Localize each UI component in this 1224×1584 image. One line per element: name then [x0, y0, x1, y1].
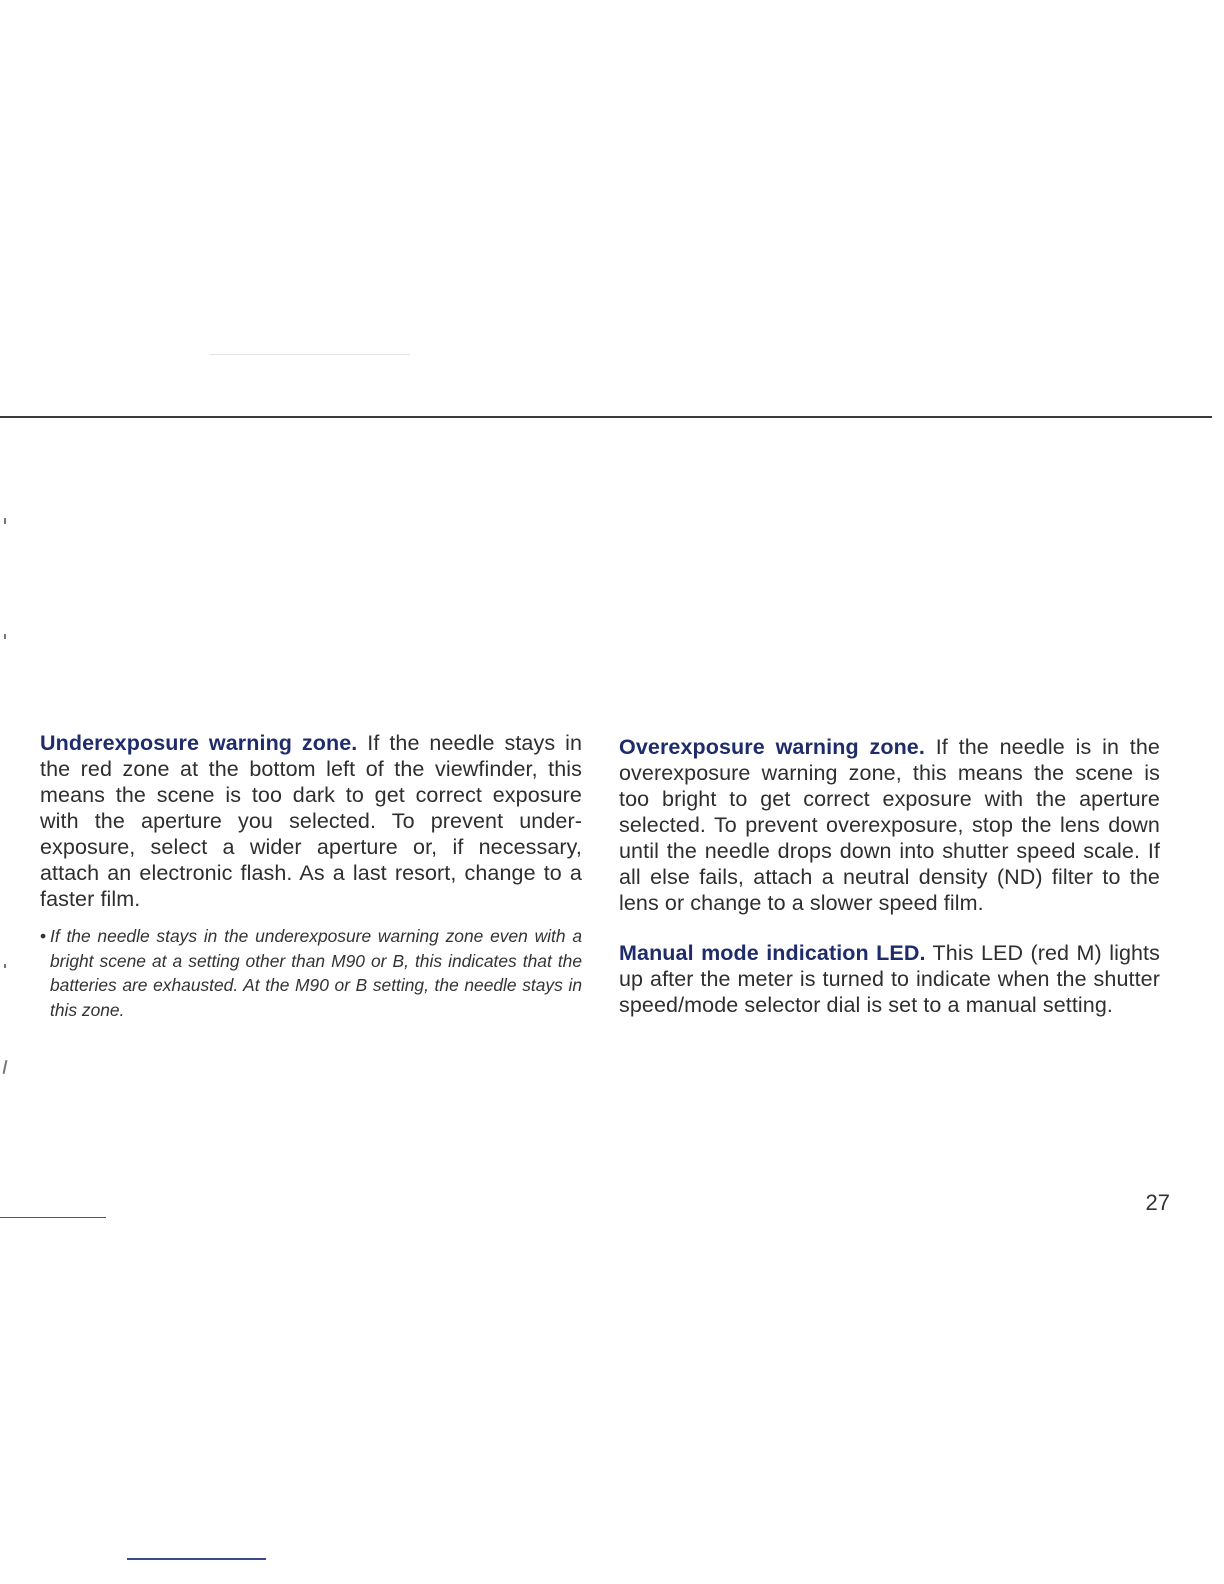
overexposure-paragraph	[619, 734, 1160, 916]
overexposure-heading: Overexposure warning zone.	[619, 735, 925, 759]
faint-rule	[210, 354, 410, 355]
edge-mark	[4, 518, 6, 524]
battery-note	[40, 924, 582, 1022]
underexposure-heading: Underexposure warning zone.	[40, 731, 358, 755]
manual-led-body: This LED (red M) lights up after the meter is turned to indicate when the shutter speed/mode selector dial is set to a manual setting.	[619, 941, 1160, 1017]
left-column	[40, 730, 582, 1022]
top-divider	[0, 416, 1212, 418]
right-column	[619, 734, 1160, 1018]
page-number: 27	[1145, 1190, 1170, 1215]
manual-led-paragraph	[619, 940, 1160, 1018]
overexposure-body: If the needle is in the overexposure warning zone, this means the scene is too bright to get correct exposure with the aperture selected. To prevent overexposure, stop the lens down until the needle drops down into shutter speed scale. If all else fails, attach a neutral density (ND) filter to the lens or change to a slower speed film.	[619, 735, 1160, 915]
edge-mark	[3, 1060, 8, 1074]
footer-rule	[127, 1558, 266, 1560]
note-bullet: •	[40, 926, 47, 946]
manual-led-heading: Manual mode indication LED.	[619, 941, 926, 965]
note-text: If the needle stays in the underexposure warning zone even with a bright scene at a setting other than M90 or B, this indicates that the batteries are exhausted. At the M90 or B setting, the needle stays in this zone.	[50, 926, 582, 1020]
edge-mark	[4, 964, 6, 968]
bottom-left-divider	[0, 1217, 106, 1218]
underexposure-paragraph	[40, 730, 582, 912]
underexposure-body: If the needle stays in the red zone at the bottom left of the viewfinder, this means the scene is too dark to get correct exposure with the aperture you selected. To prevent under-exposure, select a wider aperture or, if necessary, attach an electronic flash. As a last resort, change to a faster film.	[40, 731, 582, 911]
edge-mark	[4, 634, 6, 639]
